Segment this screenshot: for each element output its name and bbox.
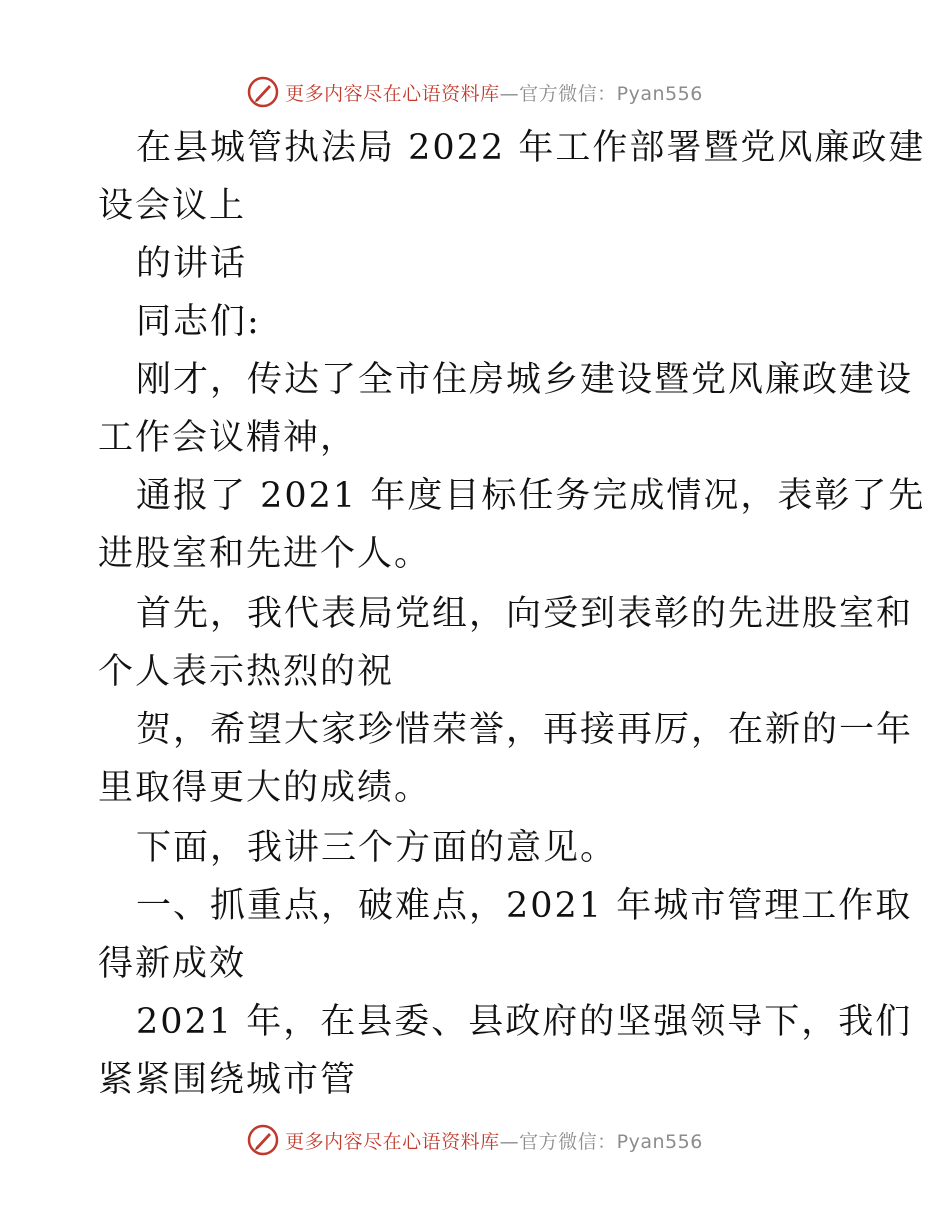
paragraph-line: 贺，希望大家珍惜荣誉，再接再厉，在新的一年 (136, 710, 914, 750)
paragraph-line: 里取得更大的成绩。 (98, 768, 432, 808)
section-heading-line: 一、抓重点，破难点，2021 年城市管理工作取 (136, 886, 913, 926)
paragraph-line: 通报了 2021 年度目标任务完成情况，表彰了先 (136, 476, 926, 516)
paragraph-line: 刚才，传达了全市住房城乡建设暨党风廉政建设 (136, 360, 914, 400)
paragraph-line: 个人表示热烈的祝 (98, 652, 395, 692)
footer-watermark (0, 1120, 950, 1160)
title-line-2: 设会议上 (98, 186, 247, 226)
paragraph-line: 进股室和先进个人。 (98, 534, 432, 574)
section-heading-line: 得新成效 (98, 944, 247, 984)
quill-logo-icon (247, 1124, 279, 1156)
paragraph-line: 紧紧围绕城市管 (98, 1060, 358, 1100)
watermark-text: 更多内容尽在心语资料库—官方微信：Pyan556 (285, 82, 703, 105)
title-line-3: 的讲话 (136, 244, 248, 284)
paragraph-line: 2021 年，在县委、县政府的坚强领导下，我们 (136, 1002, 913, 1042)
salutation: 同志们: (136, 302, 261, 342)
paragraph-line: 工作会议精神， (98, 418, 358, 458)
paragraph-line: 首先，我代表局党组，向受到表彰的先进股室和 (136, 594, 914, 634)
paragraph-line: 下面，我讲三个方面的意见。 (136, 828, 618, 868)
title-line-1: 在县城管执法局 2022 年工作部署暨党风廉政建 (136, 128, 926, 168)
watermark-text: 更多内容尽在心语资料库—官方微信：Pyan556 (285, 1130, 703, 1153)
